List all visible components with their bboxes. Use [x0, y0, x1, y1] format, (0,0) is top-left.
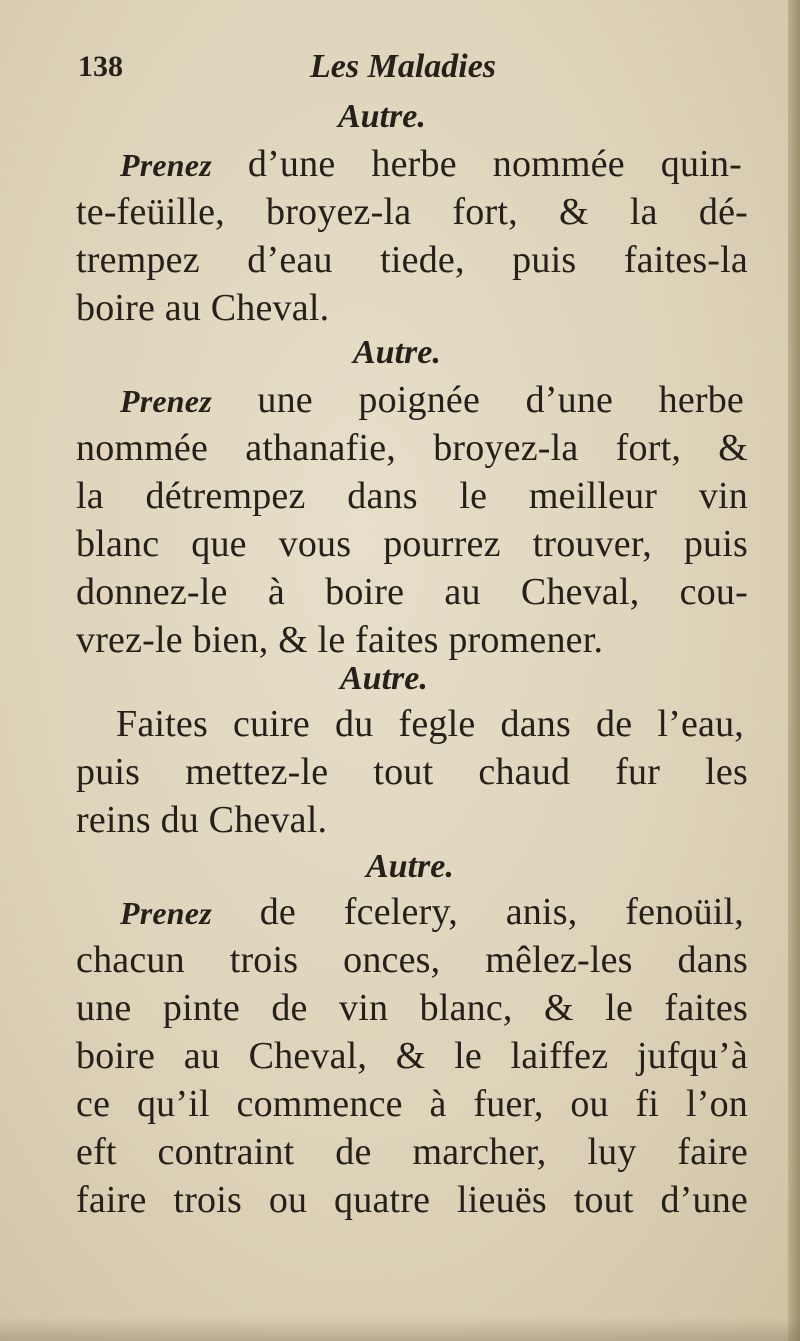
text-line: faire trois ou quatre lieuës tout d’une — [76, 1179, 748, 1221]
text-line: chacun trois onces, mêlez-les dans — [76, 939, 748, 981]
text-line: nommée athanafie, broyez-la fort, & — [76, 427, 748, 469]
text-line: une pinte de vin blanc, & le faites — [76, 987, 748, 1029]
lead-word: Prenez — [120, 895, 212, 931]
text-line: trempez d’eau tiede, puis faites-la — [76, 239, 748, 281]
page-number: 138 — [78, 50, 123, 83]
text-line: reins du Cheval. — [76, 799, 328, 841]
text-line: boire au Cheval, & le laiffez jufqu’à — [76, 1035, 748, 1077]
text-line: boire au Cheval. — [76, 287, 330, 329]
text-line: te-feüille, broyez-la fort, & la dé- — [76, 191, 748, 233]
text-line: la détrempez dans le meilleur vin — [76, 475, 748, 517]
section-heading: Autre. — [353, 334, 441, 371]
section-heading: Autre. — [366, 848, 454, 885]
text-line: Faites cuire du fegle dans de l’eau, — [116, 703, 744, 745]
text-line: Prenez une poignée d’une herbe — [120, 379, 745, 421]
text-line: donnez-le à boire au Cheval, cou- — [76, 571, 748, 613]
text-line: puis mettez-le tout chaud fur les — [76, 751, 748, 793]
page-shadow — [0, 1317, 800, 1341]
lead-word: Prenez — [120, 147, 212, 183]
text-line: Prenez d’une herbe nommée quin- — [120, 143, 742, 185]
text-line: eft contraint de marcher, luy faire — [76, 1131, 748, 1173]
lead-word: Prenez — [120, 383, 212, 419]
running-head: Les Maladies — [310, 48, 497, 85]
text-line: blanc que vous pourrez trouver, puis — [76, 523, 748, 565]
page-edge — [788, 0, 800, 1341]
text-line: Prenez de fcelery, anis, fenoüil, — [120, 891, 745, 933]
section-heading: Autre. — [340, 660, 428, 697]
text-line: vrez-le bien, & le faites promener. — [76, 619, 604, 661]
text-line: ce qu’il commence à fuer, ou fi l’on — [76, 1083, 748, 1125]
section-heading: Autre. — [338, 98, 426, 135]
